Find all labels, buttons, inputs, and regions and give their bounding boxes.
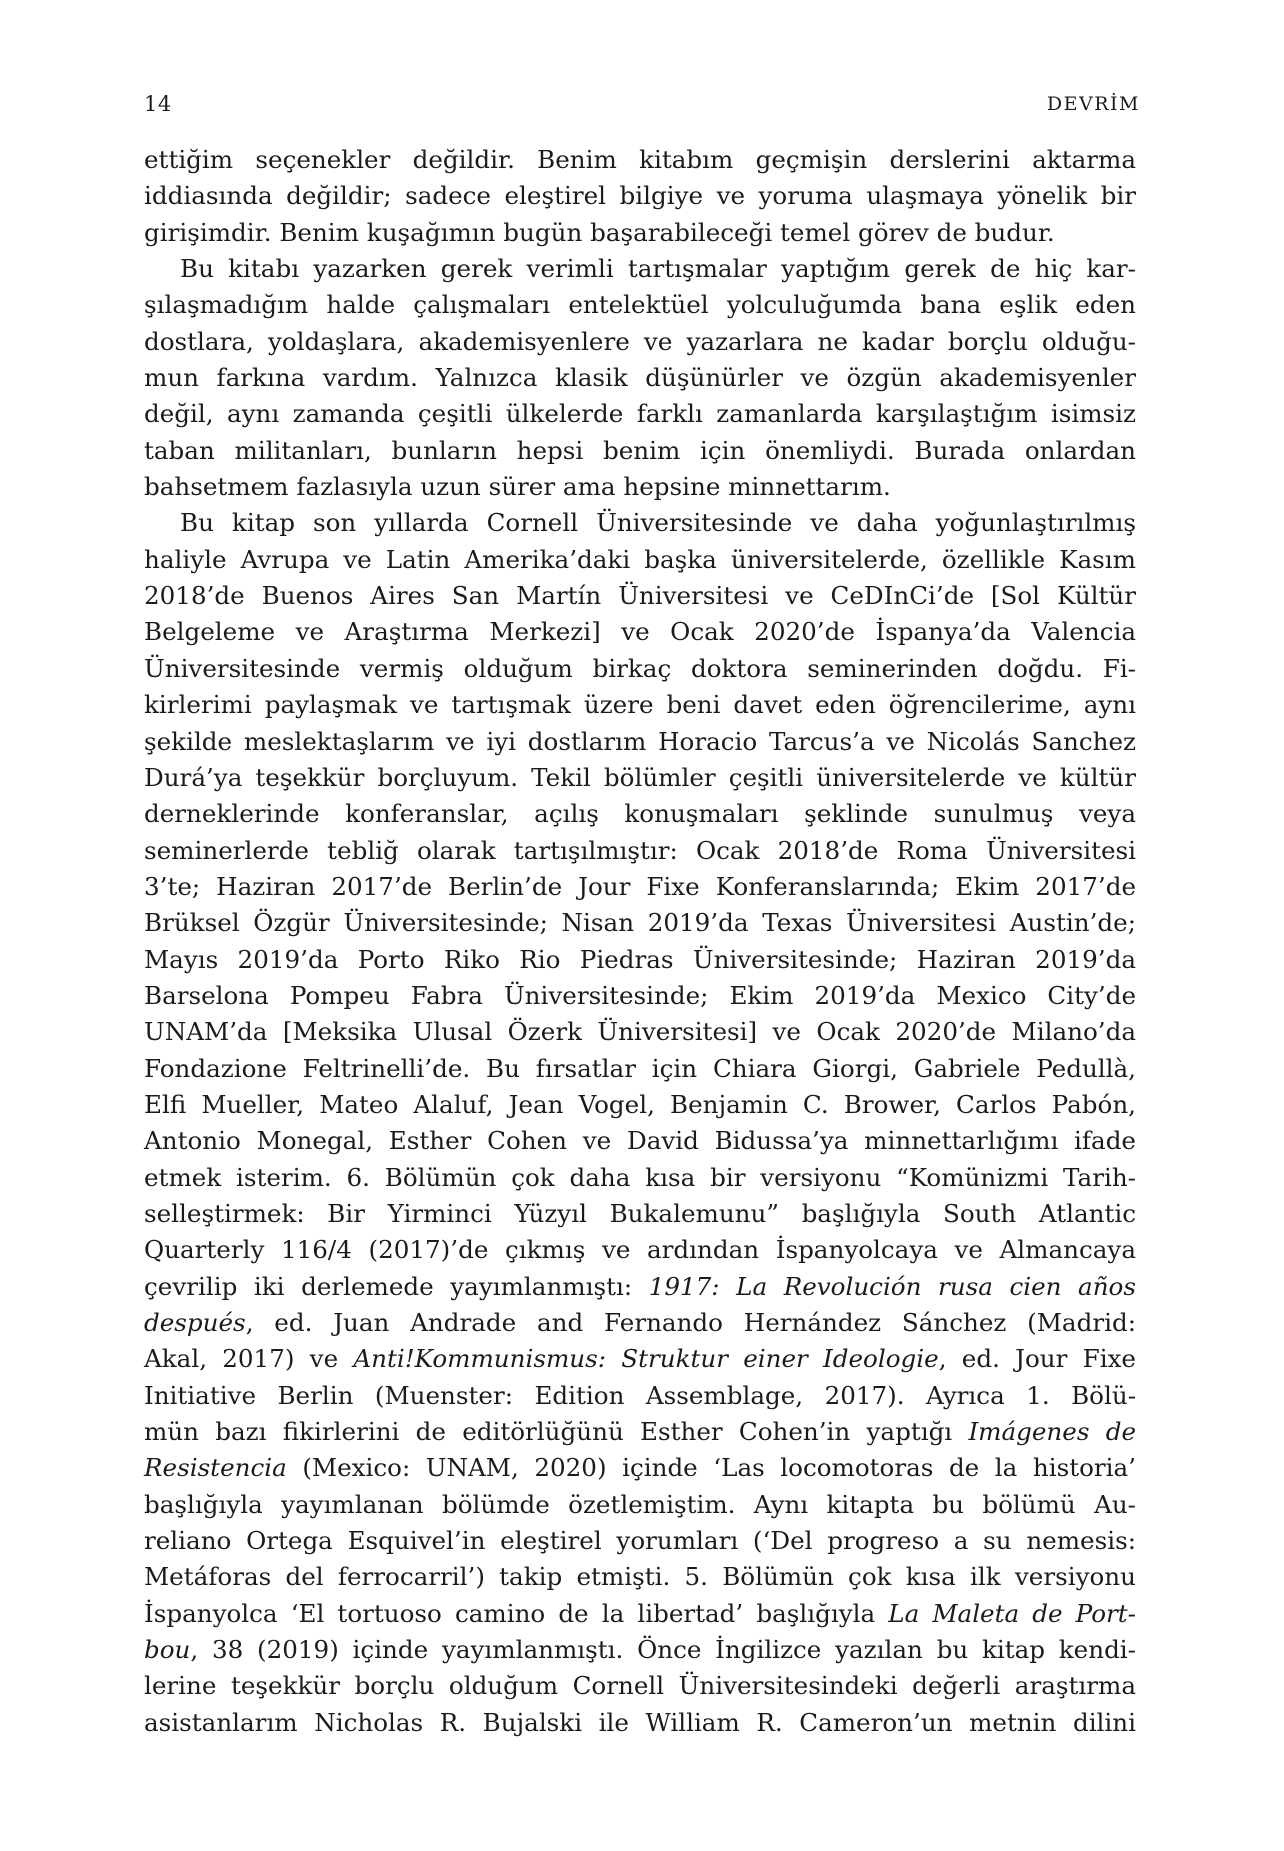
text-line xyxy=(144,1232,1136,1268)
italic-title-segment: después xyxy=(144,1308,246,1337)
text-segment: etmek isterim. 6. Bölümün çok daha kısa bir versiyonu “Komünizmi Tarih- xyxy=(144,1162,1136,1192)
italic-title-segment: Imágenes de xyxy=(968,1417,1136,1447)
text-segment: , 38 (2019) içinde yayımlanmıştı. Önce İngilizce yazılan bu kitap kendi- xyxy=(190,1635,1136,1665)
body-text xyxy=(144,142,1136,1741)
text-line xyxy=(144,142,1136,178)
text-segment: Antonio Monegal, Esther Cohen ve David Bidussa’ya minnettarlığımı ifade xyxy=(144,1126,1136,1156)
text-segment: şılaşmadığım halde çalışmaları entelektüel yolculuğumda bana eşlik eden xyxy=(144,290,1136,320)
running-head: DEVRİM xyxy=(1046,93,1140,115)
text-line xyxy=(144,1523,1136,1559)
text-line xyxy=(144,1487,1136,1523)
text-line xyxy=(144,760,1136,796)
text-segment: Belgeleme ve Araştırma Merkezi] ve Ocak 2020’de İspanya’da Valencia xyxy=(144,617,1136,647)
text-segment: 2018’de Buenos Aires San Martín Üniversitesi ve CeDInCi’de [Sol Kültür xyxy=(144,581,1136,611)
text-line xyxy=(144,469,1136,505)
text-segment: değil, aynı zamanda çeşitli ülkelerde farklı zamanlarda karşılaştığım isimsiz xyxy=(144,399,1136,429)
text-segment: kirlerimi paylaşmak ve tartışmak üzere beni davet eden öğrencilerime, aynı xyxy=(144,690,1136,720)
page-number: 14 xyxy=(144,92,172,116)
text-line xyxy=(144,251,1136,287)
text-segment: 3’te; Haziran 2017’de Berlin’de Jour Fixe Konferanslarında; Ekim 2017’de xyxy=(144,871,1136,901)
text-segment: UNAM’da [Meksika Ulusal Özerk Üniversitesi] ve Ocak 2020’de Milano’da xyxy=(144,1017,1136,1047)
text-line xyxy=(144,724,1136,760)
text-line xyxy=(144,505,1136,541)
text-line xyxy=(144,869,1136,905)
text-line xyxy=(144,833,1136,869)
text-line xyxy=(144,1559,1136,1595)
text-line xyxy=(144,1014,1136,1050)
text-line xyxy=(144,1123,1136,1159)
text-segment: Durá’ya teşekkür borçluyum. Tekil bölümler çeşitli üniversitelerde ve kültür xyxy=(144,762,1136,792)
text-segment: iddiasında değildir; sadece eleştirel bilgiye ve yoruma ulaşmaya yönelik bir xyxy=(144,181,1136,211)
text-segment: Mayıs 2019’da Porto Riko Rio Piedras Üniversitesinde; Haziran 2019’da xyxy=(144,944,1136,974)
text-line xyxy=(144,324,1136,360)
text-line xyxy=(144,1414,1136,1450)
text-segment: taban militanları, bunların hepsi benim için önemliydi. Burada onlardan xyxy=(144,435,1136,465)
text-line xyxy=(144,796,1136,832)
text-segment: İspanyolca ‘El tortuoso camino de la libertad’ başlığıyla xyxy=(144,1598,889,1628)
text-segment: seminerlerde tebliğ olarak tartışılmıştır: Ocak 2018’de Roma Üniversitesi xyxy=(144,835,1136,865)
italic-title-segment: Resistencia xyxy=(144,1453,287,1483)
text-segment: (Mexico: UNAM, 2020) içinde ‘Las locomotoras de la historia’ xyxy=(286,1453,1136,1483)
text-line xyxy=(144,687,1136,723)
text-line xyxy=(144,651,1136,687)
text-segment: reliano Ortega Esquivel’in eleştirel yorumları (‘Del progreso a su nemesis: xyxy=(144,1526,1136,1556)
text-line xyxy=(144,1668,1136,1704)
text-segment: derneklerinde konferanslar, açılış konuşmaları şeklinde sunulmuş veya xyxy=(144,799,1136,829)
text-line xyxy=(144,287,1136,323)
italic-title-segment: bou xyxy=(144,1635,191,1665)
text-segment: Bu kitap son yıllarda Cornell Üniversitesinde ve daha yoğunlaştırılmış xyxy=(180,508,1136,538)
text-segment: ettiğim seçenekler değildir. Benim kitabım geçmişin derslerini aktarma xyxy=(144,145,1136,174)
text-line xyxy=(144,1705,1136,1741)
text-segment: bahsetmem fazlasıyla uzun sürer ama hepsine minnettarım. xyxy=(144,472,891,502)
text-line xyxy=(144,578,1136,614)
text-line xyxy=(144,1160,1136,1196)
text-line xyxy=(144,1632,1136,1668)
text-line xyxy=(144,433,1136,469)
text-line xyxy=(144,1305,1136,1341)
text-segment: Akal, 2017) ve xyxy=(144,1344,354,1374)
text-line xyxy=(144,1341,1136,1377)
text-line xyxy=(144,1378,1136,1414)
text-segment: , ed. Jour Fixe xyxy=(938,1344,1136,1374)
text-line xyxy=(144,1196,1136,1232)
text-line xyxy=(144,542,1136,578)
text-line xyxy=(144,1269,1136,1305)
text-segment: Bu kitabı yazarken gerek verimli tartışmalar yaptığım gerek de hiç kar- xyxy=(180,254,1136,284)
italic-title-segment: La Maleta de Port- xyxy=(888,1598,1136,1628)
text-segment: mün bazı fikirlerini de editörlüğünü Esther Cohen’in yaptığı xyxy=(144,1417,969,1447)
text-segment: Fondazione Feltrinelli’de. Bu fırsatlar için Chiara Giorgi, Gabriele Pedullà, xyxy=(144,1053,1136,1083)
text-segment: Elfi Mueller, Mateo Alaluf, Jean Vogel, Benjamin C. Brower, Carlos Pabón, xyxy=(144,1089,1136,1119)
text-line xyxy=(144,1450,1136,1486)
text-line xyxy=(144,396,1136,432)
italic-title-segment: Anti!Kommunismus: Struktur einer Ideologie xyxy=(353,1344,939,1374)
text-segment: haliyle Avrupa ve Latin Amerika’daki başka üniversitelerde, özellikle Kasım xyxy=(144,544,1136,574)
text-segment: Brüksel Özgür Üniversitesinde; Nisan 2019’da Texas Üniversitesi Austin’de; xyxy=(144,908,1136,938)
text-segment: çevrilip iki derlemede yayımlanmıştı: xyxy=(144,1271,649,1301)
text-segment: Barselona Pompeu Fabra Üniversitesinde; Ekim 2019’da Mexico City’de xyxy=(144,980,1136,1010)
text-segment: Quarterly 116/4 (2017)’de çıkmış ve ardından İspanyolcaya ve Almancaya xyxy=(144,1235,1136,1265)
text-line xyxy=(144,360,1136,396)
text-segment: şekilde meslektaşlarım ve iyi dostlarım Horacio Tarcus’a ve Nicolás Sanchez xyxy=(144,726,1136,756)
text-line xyxy=(144,178,1136,214)
text-segment: dostlara, yoldaşlara, akademisyenlere ve yazarlara ne kadar borçlu olduğu- xyxy=(144,326,1136,356)
text-line xyxy=(144,1051,1136,1087)
text-segment: asistanlarım Nicholas R. Bujalski ile William R. Cameron’un metnin dilini xyxy=(144,1707,1136,1737)
text-segment: başlığıyla yayımlanan bölümde özetlemiştim. Aynı kitapta bu bölümü Au- xyxy=(144,1489,1136,1519)
text-segment: , ed. Juan Andrade and Fernando Hernández Sánchez (Madrid: xyxy=(245,1308,1136,1337)
text-segment: mun farkına vardım. Yalnızca klasik düşünürler ve özgün akademisyenler xyxy=(144,363,1136,393)
text-line xyxy=(144,1087,1136,1123)
text-segment: girişimdir. Benim kuşağımın bugün başarabileceği temel görev de budur. xyxy=(144,217,1055,247)
text-segment: Metáforas del ferrocarril’) takip etmişti. 5. Bölümün çok kısa ilk versiyonu xyxy=(144,1562,1136,1592)
text-line xyxy=(144,905,1136,941)
text-segment: lerine teşekkür borçlu olduğum Cornell Üniversitesindeki değerli araştırma xyxy=(144,1671,1136,1701)
text-line xyxy=(144,614,1136,650)
text-segment: Initiative Berlin (Muenster: Edition Assemblage, 2017). Ayrıca 1. Bölü- xyxy=(144,1380,1136,1410)
text-line xyxy=(144,942,1136,978)
italic-title-segment: 1917: La Revolución rusa cien años xyxy=(648,1271,1136,1301)
text-line xyxy=(144,215,1136,251)
text-segment: selleştirmek: Bir Yirminci Yüzyıl Bukalemunu” başlığıyla South Atlantic xyxy=(144,1198,1136,1228)
text-line xyxy=(144,1596,1136,1632)
text-segment: Üniversitesinde vermiş olduğum birkaç doktora seminerinden doğdu. Fi- xyxy=(144,653,1136,683)
text-line xyxy=(144,978,1136,1014)
